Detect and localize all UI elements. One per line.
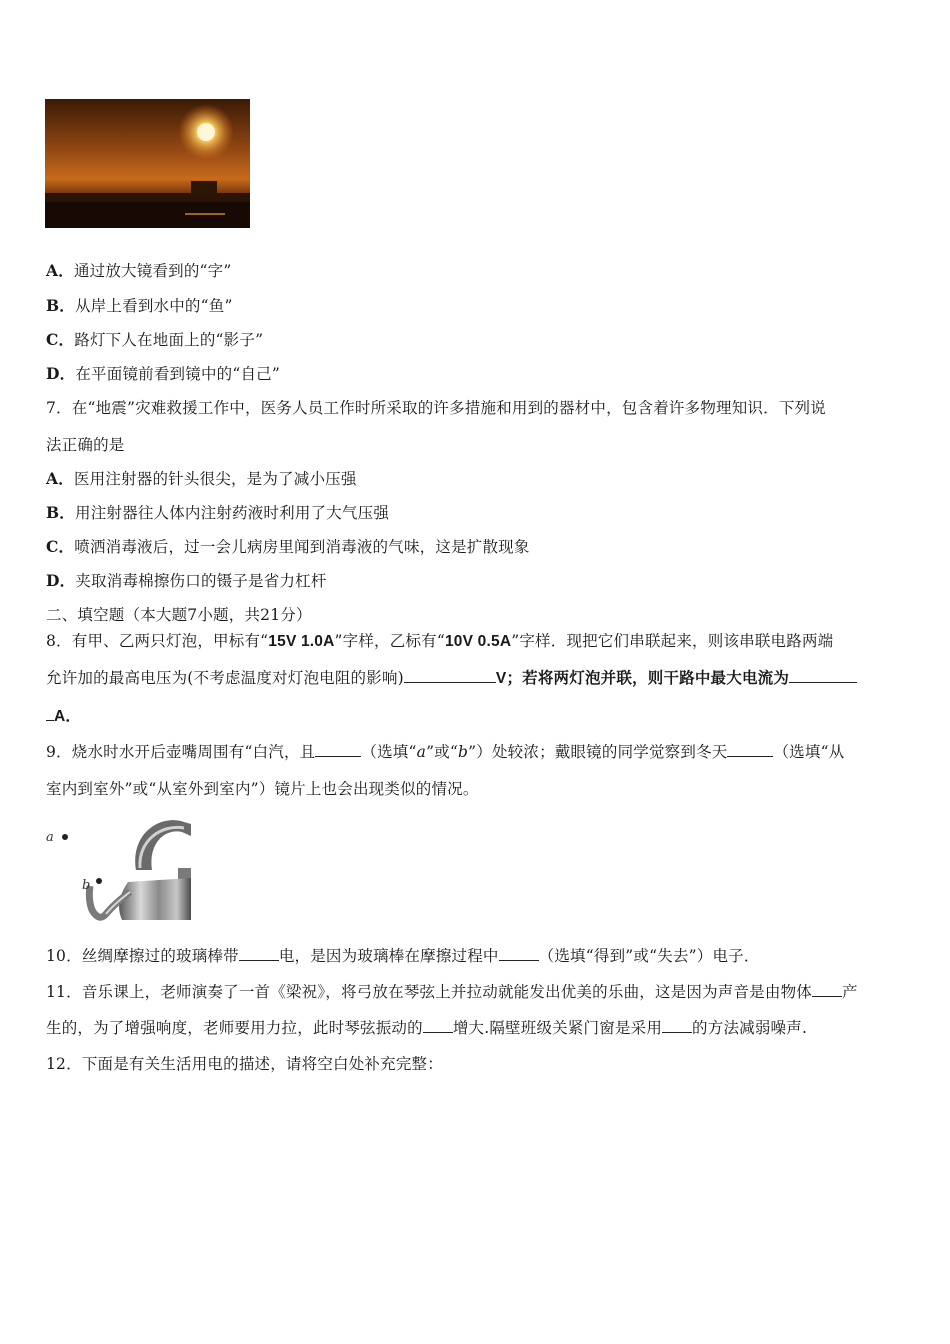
- option-b: B．用注射器往人体内注射药液时利用了大气压强: [46, 503, 390, 522]
- option-a: A．医用注射器的针头很尖，是为了减小压强: [46, 469, 357, 488]
- question-12-stem: 12．下面是有关生活用电的描述，请将空白处补充完整：: [46, 1055, 443, 1073]
- sunset-photo-icon: [45, 99, 250, 228]
- question-9-stem-cont: 室内到室外”或“从室外到室内”）镜片上也会出现类似的情况。: [46, 780, 479, 798]
- option-c: C．路灯下人在地面上的“影子”: [46, 330, 264, 349]
- kettle-photo-icon: [89, 820, 191, 920]
- point-a-marker: [62, 834, 68, 840]
- question-8-stem: 8．有甲、乙两只灯泡，甲标有“15V 1.0A”字样，乙标有“10V 0.5A”字样．现把它们串联起来，则该串联电路两端: [46, 632, 834, 650]
- answer-blank: [46, 706, 54, 721]
- answer-blank: [499, 946, 539, 961]
- option-b: B．从岸上看到水中的“鱼”: [46, 296, 233, 315]
- kettle-figure: [44, 812, 194, 924]
- question-7-stem-cont: 法正确的是: [46, 436, 125, 454]
- option-d: D．在平面镜前看到镜中的“自己”: [46, 364, 280, 383]
- answer-blank: [789, 668, 857, 683]
- question-8-stem-cont: 允许加的最高电压为(不考虑温度对灯泡电阻的影响) V；若将两灯泡并联，则干路中最大电流为: [46, 666, 857, 688]
- answer-blank: [239, 946, 279, 961]
- question-11-stem-cont: 生的，为了增强响度，老师要用力拉，此时琴弦振动的 增大.隔壁班级关紧门窗是采用 的方法减弱噪声.: [46, 1019, 808, 1037]
- question-9-stem: 9．烧水时水开后壶嘴周围有“白汽，且 （选填“a”或“b”）处较浓；戴眼镜的同学觉察到冬天 （选填“从: [46, 743, 845, 761]
- point-b-marker: [96, 878, 102, 884]
- question-7-stem: 7．在“地震”灾难救援工作中，医务人员工作时所采取的许多措施和用到的器材中，包含着许多物理知识．下列说: [46, 399, 826, 417]
- answer-blank: [404, 668, 496, 683]
- answer-blank: [423, 1018, 453, 1033]
- label-b: b: [82, 878, 91, 893]
- option-c: C．喷洒消毒液后，过一会儿病房里闻到消毒液的气味，这是扩散现象: [46, 537, 530, 556]
- section-heading: 二、填空题（本大题7小题，共21分）: [46, 606, 312, 624]
- label-a: a: [46, 830, 54, 845]
- answer-blank: [315, 742, 361, 757]
- answer-blank: [662, 1018, 692, 1033]
- question-8-stem-end: A．: [46, 704, 81, 726]
- answer-blank: [812, 982, 842, 997]
- question-10-stem: 10．丝绸摩擦过的玻璃棒带 电，是因为玻璃棒在摩擦过程中 （选填“得到”或“失去”）电子．: [46, 947, 760, 965]
- answer-blank: [727, 742, 773, 757]
- question-11-stem: 11．音乐课上，老师演奏了一首《梁祝》，将弓放在琴弦上并拉动就能发出优美的乐曲，这是因为声音是由物体 产: [46, 983, 858, 1001]
- option-a: A．通过放大镜看到的“字”: [46, 261, 232, 280]
- option-d: D．夹取消毒棉擦伤口的镊子是省力杠杆: [46, 571, 327, 590]
